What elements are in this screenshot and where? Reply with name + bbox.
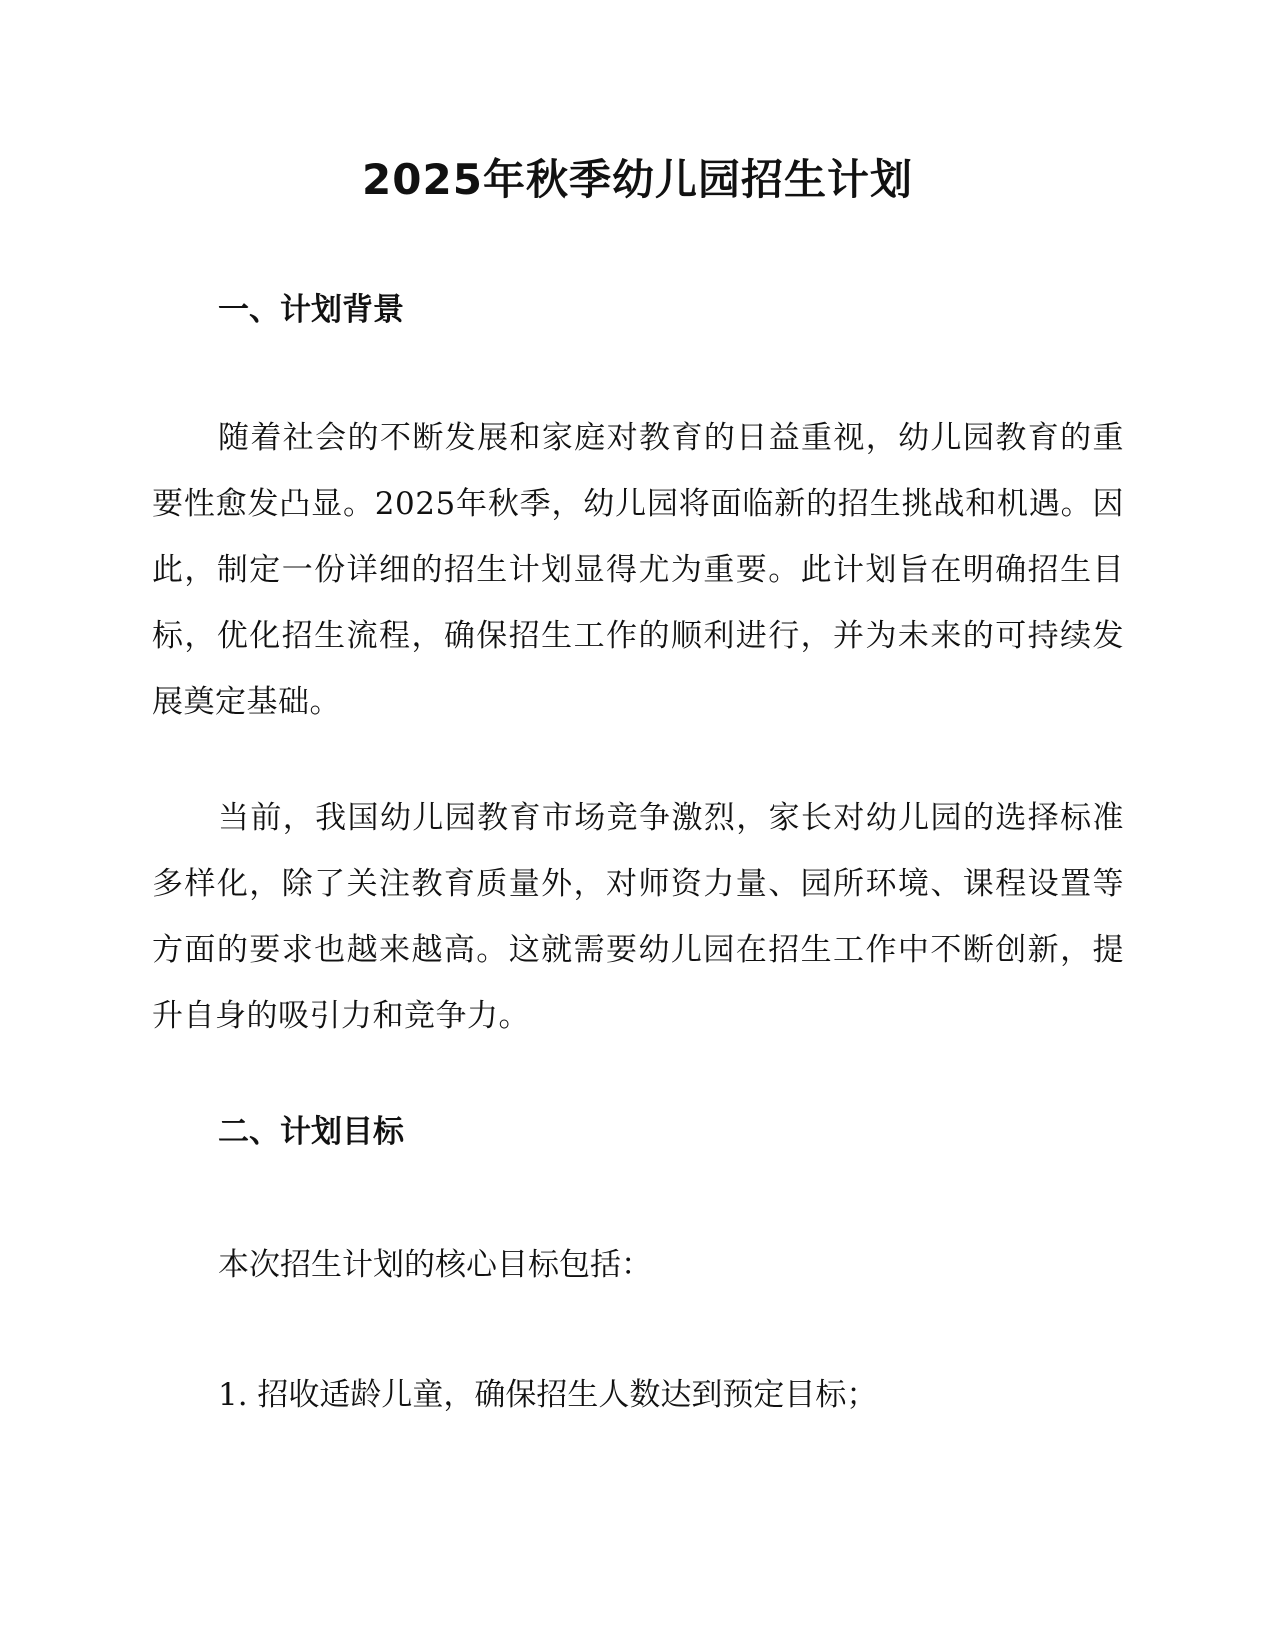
goals-intro: 本次招生计划的核心目标包括： — [218, 1247, 652, 1283]
document-title: 2025年秋季幼儿园招生计划 — [362, 155, 913, 204]
goal-item-1: 1. 招收适龄儿童，确保招生人数达到预定目标； — [218, 1377, 878, 1413]
background-paragraph-1: 随着社会的不断发展和家庭对教育的日益重视，幼儿园教育的重要性愈发凸显。2025年秋季，幼儿园将面临新的招生挑战和机遇。因此，制定一份详细的招生计划显得尤为重要。此计划旨在明确招生目标，优化招生流程，确保招生工作的顺利进行，并为未来的可持续发展奠定基础。 — [152, 420, 1124, 720]
section-heading-background: 一、计划背景 — [218, 292, 404, 328]
background-paragraph-2: 当前，我国幼儿园教育市场竞争激烈，家长对幼儿园的选择标准多样化，除了关注教育质量外，对师资力量、园所环境、课程设置等方面的要求也越来越高。这就需要幼儿园在招生工作中不断创新，提升自身的吸引力和竞争力。 — [152, 800, 1124, 1034]
section-heading-goals: 二、计划目标 — [218, 1114, 404, 1150]
